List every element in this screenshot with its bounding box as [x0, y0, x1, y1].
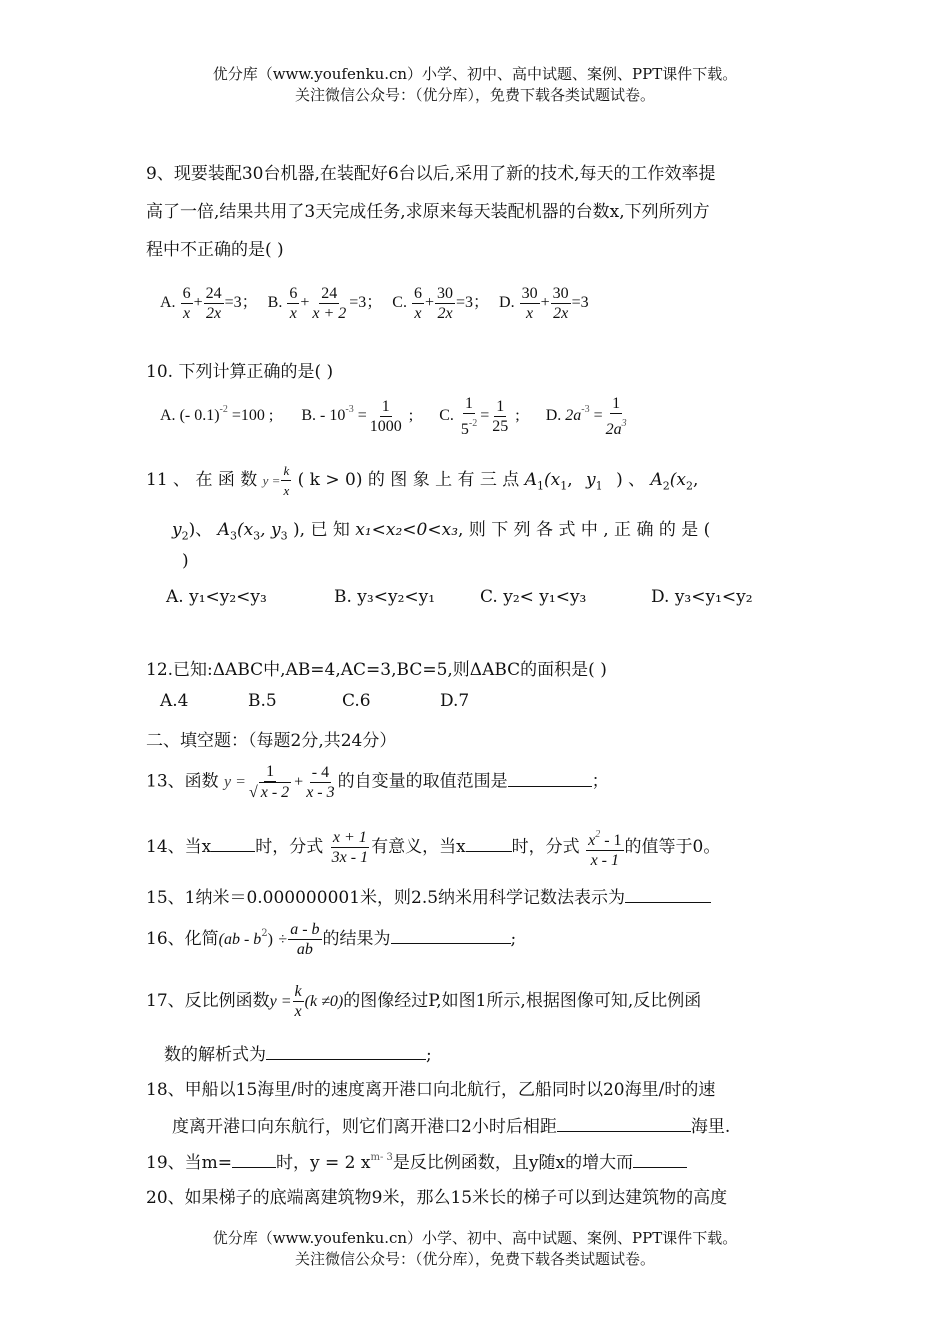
fraction: $\frac{x + 1}{3x - 1}$: [331, 829, 369, 866]
q19-answer-blank-2[interactable]: [633, 1153, 687, 1168]
fraction: $\frac{30}{2x}$: [437, 285, 453, 322]
fraction: $\frac{x^2 - 1}{x - 1}$: [586, 825, 623, 870]
header-line-1: 优分库（www.youfenku.cn）小学、初中、高中试题、案例、PPT课件下载。: [212, 65, 738, 83]
q15-answer-blank[interactable]: [625, 888, 711, 903]
q12-option-a[interactable]: A.4: [160, 691, 189, 711]
q14-answer-blank-1[interactable]: [211, 837, 255, 852]
fraction: $\frac{1}{2a^3}$: [605, 395, 627, 438]
q13-answer-blank[interactable]: [508, 772, 592, 787]
q11-line-1: 11 、 在 函 数 y = $\frac{k}{x}$ ( k > 0) 的 图 象 上 有 三 点 $A_1(x_1$, $y_1$ ) 、 $A_2(x_2$,: [146, 463, 699, 498]
q9-line-1: 9、现要装配30台机器,在装配好6台以后,采用了新的技术,每天的工作效率提: [146, 164, 716, 184]
q9-option-c[interactable]: C. $\frac{6}{x}$ + $\frac{30}{2x}$ =3；: [392, 285, 490, 322]
q10-options: [160, 394, 630, 439]
q11-option-b[interactable]: B. y₃<y₂<y₁: [334, 587, 436, 607]
q12-option-d[interactable]: D.7: [440, 691, 470, 711]
q12-option-b[interactable]: B.5: [248, 691, 277, 711]
fraction: $\frac{6}{x}$: [289, 285, 298, 322]
q9-option-a[interactable]: A. $\frac{6}{x}$ + $\frac{24}{2x}$ =3；: [160, 285, 258, 322]
q11-line-2: $y_2$)、 $A_3(x_3$, $y_3$ ), 已 知 x₁<x₂<0<x₃, 则 下 列 各 式 中 , 正 确 的 是 (: [172, 520, 711, 543]
q11-option-a[interactable]: A. y₁<y₂<y₃: [166, 587, 267, 607]
q10-option-a[interactable]: A. (- 0.1)$^{-2}$ =100 ;: [160, 404, 274, 425]
q13: 13、函数 y = $\frac{1}{√ x - 2}$ + $\frac{- 4}{x - 3}$ 的自变量的取值范围是 ；: [146, 763, 609, 801]
q15: 15、1纳米＝0.000000001米，则2.5纳米用科学记数法表示为: [146, 883, 711, 908]
q11-option-c[interactable]: C. y₂< y₁<y₃: [480, 587, 587, 607]
fraction: $\frac{24}{x + 2}$: [312, 285, 347, 322]
q9-options: [160, 284, 589, 323]
fraction: $\frac{k}{x}$: [294, 983, 302, 1020]
fraction: $\frac{1}{5^{-2}}$: [460, 395, 478, 438]
q10-option-d[interactable]: D. $2a^{-3}$ = $\frac{1}{2a^3}$: [545, 395, 627, 438]
q9-line-3: 程中不正确的是( ): [146, 240, 284, 260]
q10-option-b[interactable]: B. - $10^{-3}$ = $\frac{1}{1000}$ ;: [301, 398, 414, 435]
q19: 19、当m= 时，y = 2 $x^{m- 3}$是反比例函数，且y随x的增大而: [146, 1148, 687, 1173]
q16-answer-blank[interactable]: [391, 929, 511, 944]
q17-line-2: 数的解析式为 ;: [164, 1045, 432, 1065]
q12-stem: 12.已知:ΔABC中,AB=4,AC=3,BC=5,则ΔABC的面积是( ): [146, 660, 607, 680]
q20-line-1: 20、如果梯子的底端离建筑物9米，那么15米长的梯子可以到达建筑物的高度: [146, 1188, 728, 1208]
header-line-2: 关注微信公众号：（优分库），免费下载各类试题试卷。: [294, 86, 655, 104]
q18-line-2: 度离开港口向东航行，则它们离开港口2小时后相距 海里.: [172, 1117, 731, 1137]
footer-line-1: 优分库（www.youfenku.cn）小学、初中、高中试题、案例、PPT课件下载。: [212, 1229, 738, 1247]
q18-answer-blank[interactable]: [557, 1117, 691, 1132]
q12-option-c[interactable]: C.6: [342, 691, 371, 711]
q14: 14、当x 时，分式 $\frac{x + 1}{3x - 1}$ 有意义，当x 时，分式 $\frac{x^2 - 1}{x - 1}$ 的值等于0。: [146, 825, 720, 870]
fraction: $\frac{1}{√ x - 2}$: [248, 763, 290, 801]
q9-option-b[interactable]: B. $\frac{6}{x}$ + $\frac{24}{x + 2}$ =3；: [267, 285, 383, 322]
q10-option-c[interactable]: C. $\frac{1}{5^{-2}}$ = $\frac{1}{25}$ ;: [439, 395, 520, 438]
q18-line-1: 18、甲船以15海里/时的速度离开港口向北航行，乙船同时以20海里/时的速: [146, 1080, 716, 1100]
q10-stem: 10. 下列计算正确的是( ): [146, 362, 334, 382]
q11-line-3: ): [182, 551, 189, 571]
fraction: $\frac{24}{2x}$: [205, 285, 222, 322]
q19-answer-blank-1[interactable]: [232, 1153, 276, 1168]
q11-option-d[interactable]: D. y₃<y₁<y₂: [651, 587, 753, 607]
fraction: $\frac{a - b}{ab}$: [290, 921, 320, 958]
fraction: $\frac{1}{25}$: [492, 398, 509, 435]
fraction: $\frac{30}{2x}$: [552, 285, 569, 322]
fraction: $\frac{1}{1000}$: [369, 398, 402, 435]
q17-line-1: 17、反比例函数y = $\frac{k}{x}$ (k ≠0)的图像经过P,如图1所示,根据图像可知,反比例函: [146, 983, 702, 1020]
q17-answer-blank[interactable]: [266, 1045, 426, 1060]
footer-line-2: 关注微信公众号：（优分库），免费下载各类试题试卷。: [294, 1250, 655, 1268]
q9-option-d[interactable]: D. $\frac{30}{x}$ + $\frac{30}{2x}$ =3: [499, 285, 589, 322]
q9-line-2: 高了一倍,结果共用了3天完成任务,求原来每天装配机器的台数x,下列所列方: [146, 202, 710, 222]
q14-answer-blank-2[interactable]: [466, 837, 512, 852]
section-heading: 二、填空题：（每题2分,共24分）: [146, 731, 397, 751]
q16: 16、化简$(ab - b^2)$ ÷ $\frac{a - b}{ab}$ 的结果为 ;: [146, 921, 517, 958]
fraction: $\frac{6}{x}$: [413, 285, 422, 322]
fraction: $\frac{- 4}{x - 3}$: [306, 763, 335, 801]
fraction: $\frac{k}{x}$: [283, 463, 290, 498]
fraction: $\frac{6}{x}$: [182, 285, 191, 322]
fraction: $\frac{30}{x}$: [521, 285, 538, 322]
